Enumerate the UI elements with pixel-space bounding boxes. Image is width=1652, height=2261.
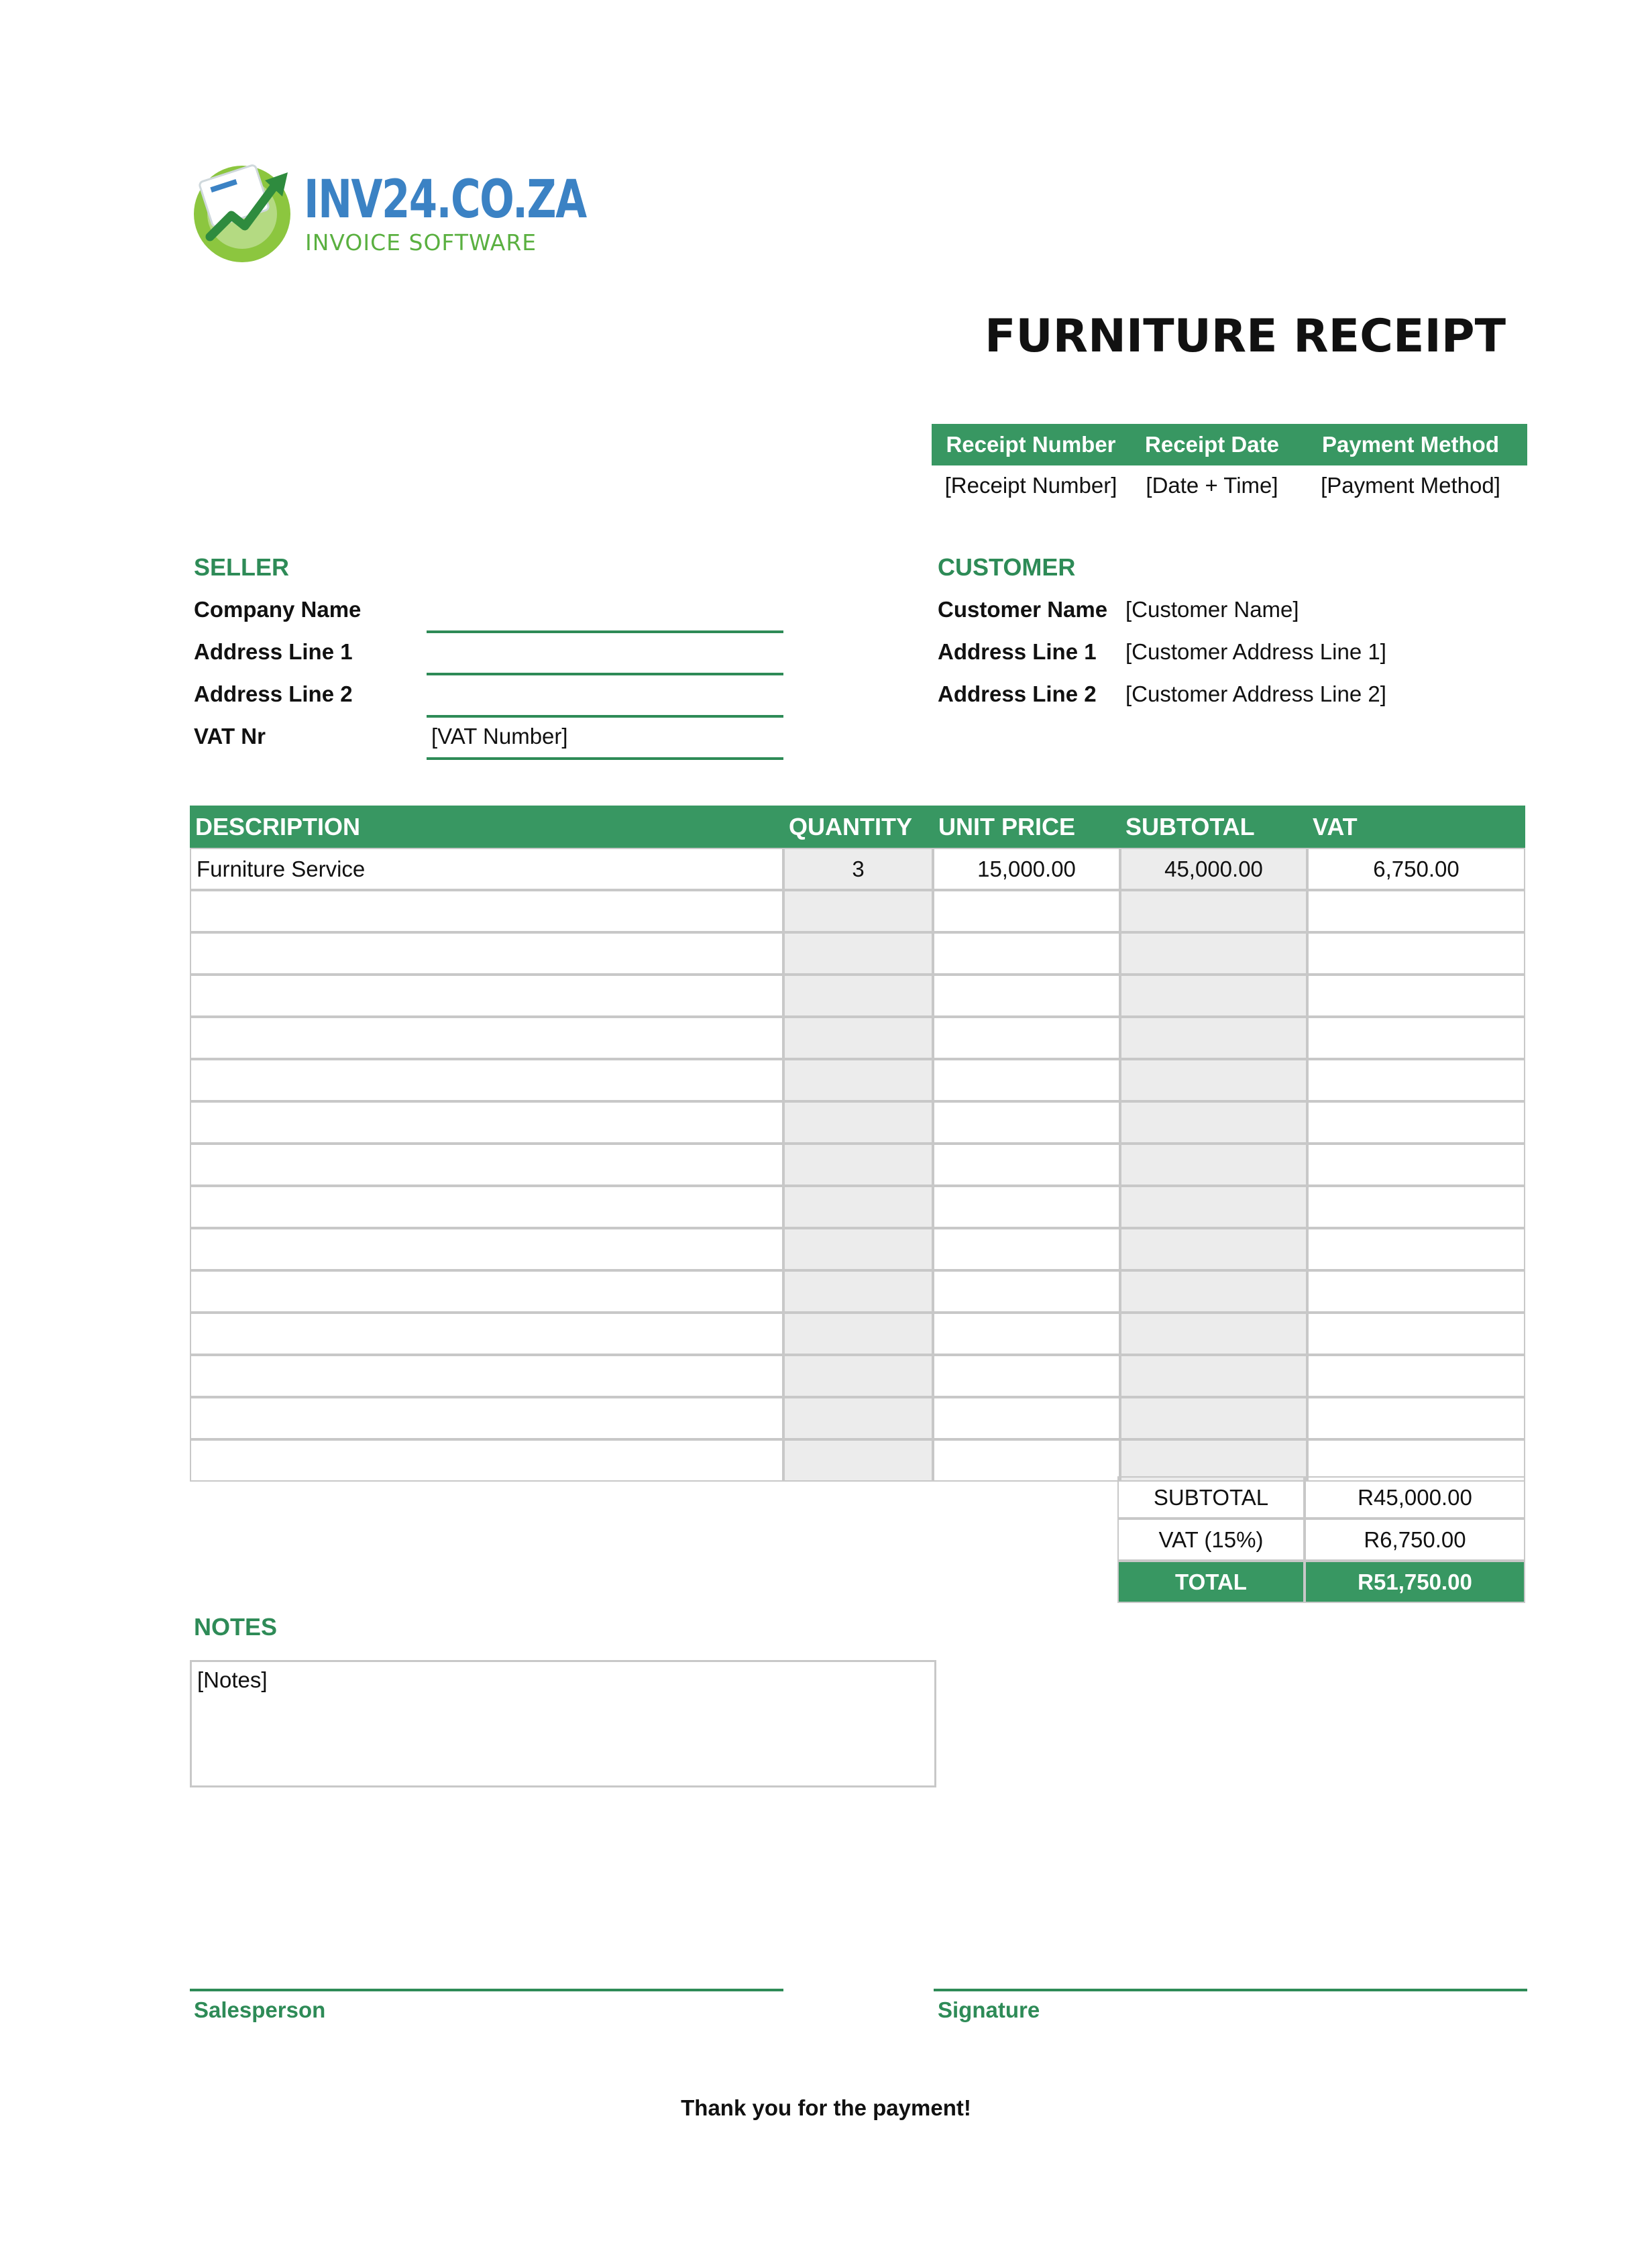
cell-description[interactable] bbox=[190, 1270, 783, 1313]
cell-unit-price[interactable] bbox=[933, 1270, 1120, 1313]
payment-method-value[interactable]: [Payment Method] bbox=[1321, 473, 1500, 498]
seller-heading: SELLER bbox=[194, 553, 290, 581]
seller-address-line-1-underline bbox=[427, 673, 783, 675]
receipt-date-header: Receipt Date bbox=[1145, 432, 1279, 457]
cell-subtotal[interactable]: 45,000.00 bbox=[1120, 848, 1307, 890]
cell-quantity[interactable] bbox=[783, 1228, 933, 1270]
vat-total-value: R6,750.00 bbox=[1305, 1519, 1525, 1561]
customer-name-label: Customer Name bbox=[938, 597, 1108, 622]
items-table-header bbox=[190, 806, 1525, 848]
cell-description[interactable] bbox=[190, 1186, 783, 1228]
table-row bbox=[190, 1017, 1525, 1059]
salesperson-line bbox=[190, 1989, 783, 1991]
cell-vat[interactable] bbox=[1307, 890, 1525, 932]
cell-unit-price[interactable] bbox=[933, 1313, 1120, 1355]
table-row bbox=[190, 1186, 1525, 1228]
cell-description[interactable] bbox=[190, 1228, 783, 1270]
cell-description[interactable] bbox=[190, 932, 783, 975]
receipt-number-header: Receipt Number bbox=[946, 432, 1116, 457]
cell-vat[interactable] bbox=[1307, 1186, 1525, 1228]
cell-quantity[interactable]: 3 bbox=[783, 848, 933, 890]
table-row bbox=[190, 1397, 1525, 1439]
logo-tagline: INVOICE SOFTWARE bbox=[305, 229, 537, 256]
cell-unit-price[interactable] bbox=[933, 1439, 1120, 1482]
cell-unit-price[interactable] bbox=[933, 1186, 1120, 1228]
cell-description[interactable] bbox=[190, 1144, 783, 1186]
column-quantity: QUANTITY bbox=[789, 813, 912, 840]
cell-description[interactable]: Furniture Service bbox=[190, 848, 783, 890]
vat-nr-label: VAT Nr bbox=[194, 724, 266, 749]
document-title: FURNITURE RECEIPT bbox=[984, 310, 1506, 363]
cell-quantity[interactable] bbox=[783, 1270, 933, 1313]
cell-unit-price[interactable] bbox=[933, 1228, 1120, 1270]
cell-unit-price[interactable] bbox=[933, 890, 1120, 932]
cell-vat[interactable] bbox=[1307, 1355, 1525, 1397]
seller-address-line-2-underline bbox=[427, 715, 783, 718]
cell-unit-price[interactable] bbox=[933, 1059, 1120, 1101]
salesperson-label: Salesperson bbox=[194, 1997, 326, 2022]
customer-address-line-1-value[interactable]: [Customer Address Line 1] bbox=[1125, 639, 1386, 664]
table-row bbox=[190, 932, 1525, 975]
customer-address-line-1-label: Address Line 1 bbox=[938, 639, 1097, 664]
cell-subtotal[interactable] bbox=[1120, 1313, 1307, 1355]
grand-total-label: TOTAL bbox=[1117, 1561, 1305, 1603]
cell-description[interactable] bbox=[190, 1397, 783, 1439]
table-row bbox=[190, 1059, 1525, 1101]
table-row bbox=[190, 975, 1525, 1017]
cell-description[interactable] bbox=[190, 1439, 783, 1482]
payment-method-header: Payment Method bbox=[1321, 432, 1500, 457]
customer-name-value[interactable]: [Customer Name] bbox=[1125, 597, 1299, 622]
table-row bbox=[190, 1270, 1525, 1313]
cell-subtotal[interactable] bbox=[1120, 1059, 1307, 1101]
cell-vat[interactable] bbox=[1307, 1144, 1525, 1186]
cell-quantity[interactable] bbox=[783, 1439, 933, 1482]
column-unit-price: UNIT PRICE bbox=[938, 813, 1076, 840]
cell-description[interactable] bbox=[190, 1313, 783, 1355]
cell-subtotal[interactable] bbox=[1120, 1228, 1307, 1270]
cell-description[interactable] bbox=[190, 890, 783, 932]
cell-quantity[interactable] bbox=[783, 1059, 933, 1101]
cell-subtotal[interactable] bbox=[1120, 975, 1307, 1017]
customer-address-line-2-label: Address Line 2 bbox=[938, 681, 1097, 706]
cell-quantity[interactable] bbox=[783, 1144, 933, 1186]
table-row bbox=[190, 1355, 1525, 1397]
cell-subtotal[interactable] bbox=[1120, 1186, 1307, 1228]
grand-total-value: R51,750.00 bbox=[1305, 1561, 1525, 1603]
cell-quantity[interactable] bbox=[783, 890, 933, 932]
table-row bbox=[190, 890, 1525, 932]
cell-quantity[interactable] bbox=[783, 1186, 933, 1228]
cell-quantity[interactable] bbox=[783, 1313, 933, 1355]
cell-unit-price[interactable]: 15,000.00 bbox=[933, 848, 1120, 890]
cell-vat[interactable] bbox=[1307, 1101, 1525, 1144]
table-row bbox=[190, 1313, 1525, 1355]
cell-subtotal[interactable] bbox=[1120, 932, 1307, 975]
table-row bbox=[190, 1439, 1525, 1482]
cell-unit-price[interactable] bbox=[933, 1355, 1120, 1397]
table-row bbox=[190, 1144, 1525, 1186]
logo-emblem-icon bbox=[190, 158, 300, 265]
cell-quantity[interactable] bbox=[783, 975, 933, 1017]
signature-label: Signature bbox=[938, 1997, 1040, 2022]
thank-you-message: Thank you for the payment! bbox=[681, 2095, 971, 2120]
signature-line bbox=[934, 1989, 1527, 1991]
cell-unit-price[interactable] bbox=[933, 1017, 1120, 1059]
cell-vat[interactable] bbox=[1307, 1313, 1525, 1355]
table-row bbox=[190, 848, 1525, 890]
cell-vat[interactable] bbox=[1307, 932, 1525, 975]
cell-unit-price[interactable] bbox=[933, 932, 1120, 975]
table-row bbox=[190, 1101, 1525, 1144]
receipt-number-value[interactable]: [Receipt Number] bbox=[944, 473, 1117, 498]
table-row bbox=[190, 1228, 1525, 1270]
receipt-date-value[interactable]: [Date + Time] bbox=[1146, 473, 1278, 498]
cell-description[interactable] bbox=[190, 1059, 783, 1101]
cell-quantity[interactable] bbox=[783, 1017, 933, 1059]
cell-quantity[interactable] bbox=[783, 1397, 933, 1439]
cell-unit-price[interactable] bbox=[933, 1101, 1120, 1144]
cell-vat[interactable] bbox=[1307, 1270, 1525, 1313]
seller-address-line-2-label: Address Line 2 bbox=[194, 681, 353, 706]
cell-vat[interactable] bbox=[1307, 1017, 1525, 1059]
cell-vat[interactable] bbox=[1307, 975, 1525, 1017]
cell-unit-price[interactable] bbox=[933, 1144, 1120, 1186]
logo-brand-text: INV24.CO.ZA bbox=[304, 170, 586, 230]
column-subtotal: SUBTOTAL bbox=[1125, 813, 1255, 840]
subtotal-value: R45,000.00 bbox=[1305, 1476, 1525, 1519]
column-description: DESCRIPTION bbox=[195, 813, 361, 840]
customer-heading: CUSTOMER bbox=[938, 553, 1076, 581]
vat-nr-value[interactable]: [VAT Number] bbox=[431, 724, 568, 749]
cell-quantity[interactable] bbox=[783, 1355, 933, 1397]
cell-description[interactable] bbox=[190, 1017, 783, 1059]
cell-subtotal[interactable] bbox=[1120, 1017, 1307, 1059]
column-vat: VAT bbox=[1313, 813, 1358, 840]
cell-subtotal[interactable] bbox=[1120, 1270, 1307, 1313]
cell-unit-price[interactable] bbox=[933, 1397, 1120, 1439]
cell-description[interactable] bbox=[190, 975, 783, 1017]
cell-unit-price[interactable] bbox=[933, 975, 1120, 1017]
notes-heading: NOTES bbox=[194, 1613, 278, 1641]
cell-quantity[interactable] bbox=[783, 932, 933, 975]
company-name-label: Company Name bbox=[194, 597, 362, 622]
cell-subtotal[interactable] bbox=[1120, 1101, 1307, 1144]
cell-vat[interactable] bbox=[1307, 1059, 1525, 1101]
company-logo bbox=[190, 158, 586, 265]
customer-address-line-2-value[interactable]: [Customer Address Line 2] bbox=[1125, 681, 1386, 706]
cell-subtotal[interactable] bbox=[1120, 1439, 1307, 1482]
vat-total-label: VAT (15%) bbox=[1117, 1519, 1305, 1561]
cell-vat[interactable] bbox=[1307, 1397, 1525, 1439]
notes-text: [Notes] bbox=[197, 1667, 268, 1692]
vat-nr-underline bbox=[427, 757, 783, 760]
cell-subtotal[interactable] bbox=[1120, 1397, 1307, 1439]
seller-address-line-1-label: Address Line 1 bbox=[194, 639, 353, 664]
cell-subtotal[interactable] bbox=[1120, 1355, 1307, 1397]
cell-vat[interactable] bbox=[1307, 1228, 1525, 1270]
cell-description[interactable] bbox=[190, 1355, 783, 1397]
cell-quantity[interactable] bbox=[783, 1101, 933, 1144]
cell-vat[interactable]: 6,750.00 bbox=[1307, 848, 1525, 890]
company-name-underline bbox=[427, 630, 783, 633]
notes-box[interactable] bbox=[190, 1660, 936, 1787]
subtotal-label: SUBTOTAL bbox=[1117, 1476, 1305, 1519]
cell-subtotal[interactable] bbox=[1120, 1144, 1307, 1186]
cell-subtotal[interactable] bbox=[1120, 890, 1307, 932]
cell-vat[interactable] bbox=[1307, 1439, 1525, 1482]
cell-description[interactable] bbox=[190, 1101, 783, 1144]
